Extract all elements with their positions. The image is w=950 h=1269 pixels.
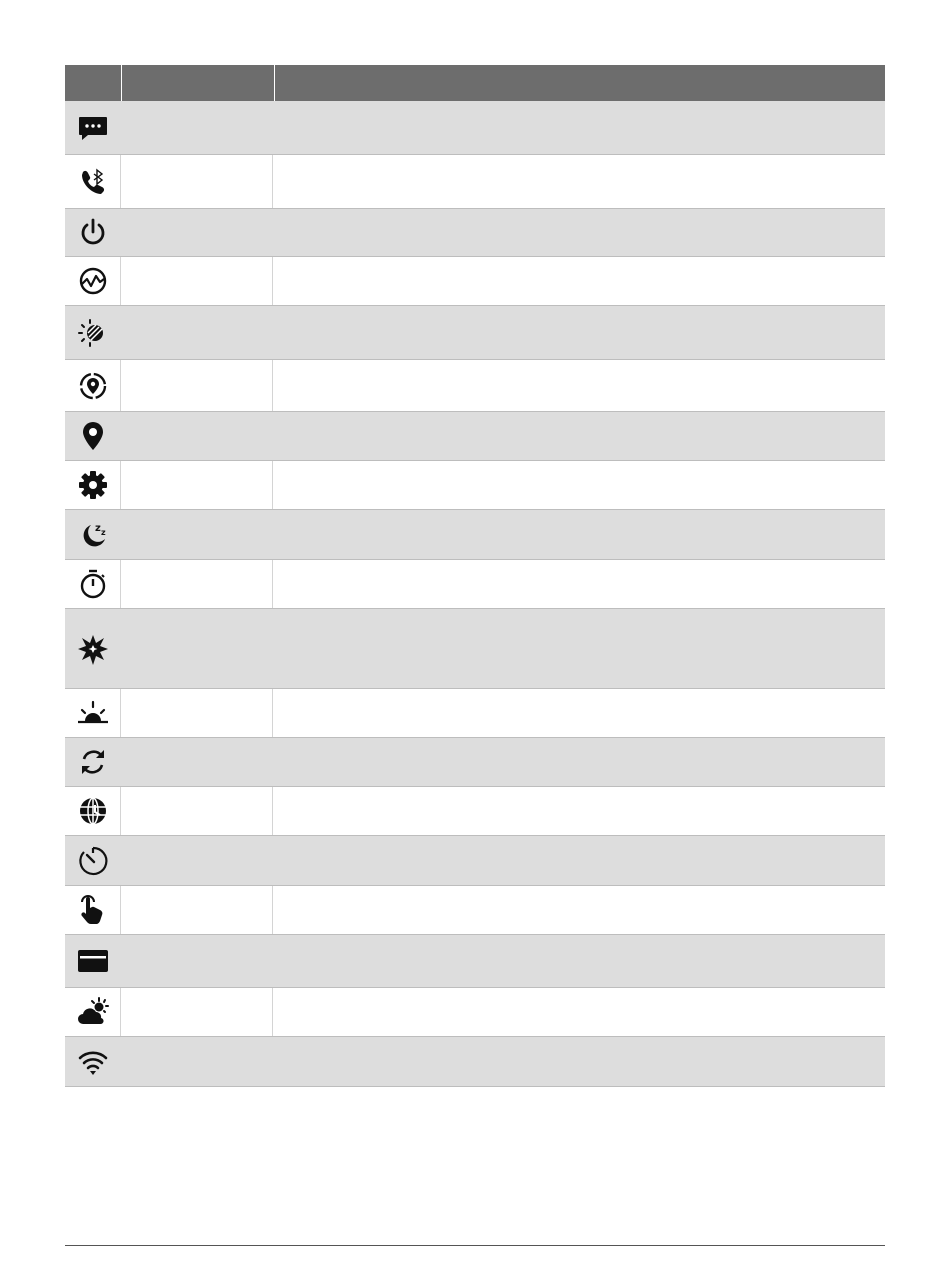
table-row bbox=[65, 787, 885, 836]
description-cell bbox=[273, 412, 885, 460]
name-cell bbox=[121, 609, 273, 688]
name-cell bbox=[121, 257, 273, 305]
table-row bbox=[65, 360, 885, 412]
description-cell bbox=[273, 461, 885, 509]
table-row bbox=[65, 510, 885, 560]
icon-cell bbox=[65, 609, 121, 688]
sleep-moon-icon bbox=[77, 519, 109, 551]
table-row bbox=[65, 560, 885, 609]
icon-table bbox=[65, 65, 885, 1087]
table-row bbox=[65, 988, 885, 1037]
table-body bbox=[65, 101, 885, 1087]
description-cell bbox=[273, 1037, 885, 1086]
name-cell bbox=[121, 306, 273, 359]
description-cell bbox=[273, 935, 885, 987]
name-cell bbox=[121, 360, 273, 411]
icon-cell bbox=[65, 101, 121, 154]
description-cell bbox=[273, 306, 885, 359]
table-row bbox=[65, 209, 885, 257]
name-cell bbox=[121, 689, 273, 737]
icon-cell bbox=[65, 209, 121, 256]
description-cell bbox=[273, 787, 885, 835]
name-cell bbox=[121, 988, 273, 1036]
wifi-icon bbox=[77, 1046, 109, 1078]
icon-cell bbox=[65, 306, 121, 359]
table-row bbox=[65, 935, 885, 988]
sunrise-icon bbox=[77, 697, 109, 729]
icon-cell bbox=[65, 360, 121, 411]
wallet-card-icon bbox=[77, 945, 109, 977]
name-cell bbox=[121, 560, 273, 608]
table-row bbox=[65, 461, 885, 510]
icon-cell bbox=[65, 510, 121, 559]
footer-divider bbox=[65, 1245, 885, 1246]
table-row bbox=[65, 257, 885, 306]
table-row bbox=[65, 836, 885, 886]
name-cell bbox=[121, 412, 273, 460]
icon-cell bbox=[65, 988, 121, 1036]
table-row bbox=[65, 609, 885, 689]
icon-cell bbox=[65, 155, 121, 208]
icon-cell bbox=[65, 787, 121, 835]
description-cell bbox=[273, 886, 885, 934]
name-cell bbox=[121, 886, 273, 934]
timer-icon bbox=[77, 845, 109, 877]
table-row bbox=[65, 886, 885, 935]
description-cell bbox=[273, 209, 885, 256]
name-cell bbox=[121, 738, 273, 786]
icon-cell bbox=[65, 836, 121, 885]
header-name-column bbox=[122, 65, 275, 101]
map-pin-icon bbox=[77, 420, 109, 452]
world-clock-icon bbox=[77, 795, 109, 827]
description-cell bbox=[273, 360, 885, 411]
table-row bbox=[65, 306, 885, 360]
table-row bbox=[65, 689, 885, 738]
table-row bbox=[65, 738, 885, 787]
icon-cell bbox=[65, 412, 121, 460]
stopwatch-icon bbox=[77, 568, 109, 600]
description-cell bbox=[273, 609, 885, 688]
name-cell bbox=[121, 155, 273, 208]
description-cell bbox=[273, 101, 885, 154]
sync-icon bbox=[77, 746, 109, 778]
header-description-column bbox=[275, 65, 885, 101]
svg-text:z: z bbox=[95, 522, 101, 534]
icon-cell bbox=[65, 935, 121, 987]
icon-cell bbox=[65, 560, 121, 608]
location-target-icon bbox=[77, 370, 109, 402]
icon-cell bbox=[65, 689, 121, 737]
table-row bbox=[65, 412, 885, 461]
table-row bbox=[65, 1037, 885, 1087]
name-cell bbox=[121, 461, 273, 509]
description-cell bbox=[273, 988, 885, 1036]
header-icon-column bbox=[65, 65, 122, 101]
name-cell bbox=[121, 787, 273, 835]
name-cell bbox=[121, 510, 273, 559]
name-cell bbox=[121, 101, 273, 154]
bluetooth-phone-icon bbox=[77, 166, 109, 198]
name-cell bbox=[121, 836, 273, 885]
name-cell bbox=[121, 935, 273, 987]
burst-icon bbox=[77, 633, 109, 665]
table-row bbox=[65, 155, 885, 209]
table-row bbox=[65, 101, 885, 155]
name-cell bbox=[121, 1037, 273, 1086]
sun-brightness-icon bbox=[77, 317, 109, 349]
icon-cell bbox=[65, 1037, 121, 1086]
touch-icon bbox=[77, 894, 109, 926]
svg-text:z: z bbox=[101, 527, 106, 537]
gear-icon bbox=[77, 469, 109, 501]
icon-cell bbox=[65, 738, 121, 786]
description-cell bbox=[273, 560, 885, 608]
weather-icon bbox=[77, 996, 109, 1028]
description-cell bbox=[273, 738, 885, 786]
stress-icon bbox=[77, 265, 109, 297]
description-cell bbox=[273, 155, 885, 208]
description-cell bbox=[273, 836, 885, 885]
description-cell bbox=[273, 510, 885, 559]
icon-cell bbox=[65, 461, 121, 509]
description-cell bbox=[273, 689, 885, 737]
icon-cell bbox=[65, 257, 121, 305]
power-icon bbox=[77, 217, 109, 249]
message-bubble-icon bbox=[77, 112, 109, 144]
description-cell bbox=[273, 257, 885, 305]
name-cell bbox=[121, 209, 273, 256]
icon-cell bbox=[65, 886, 121, 934]
table-header bbox=[65, 65, 885, 101]
